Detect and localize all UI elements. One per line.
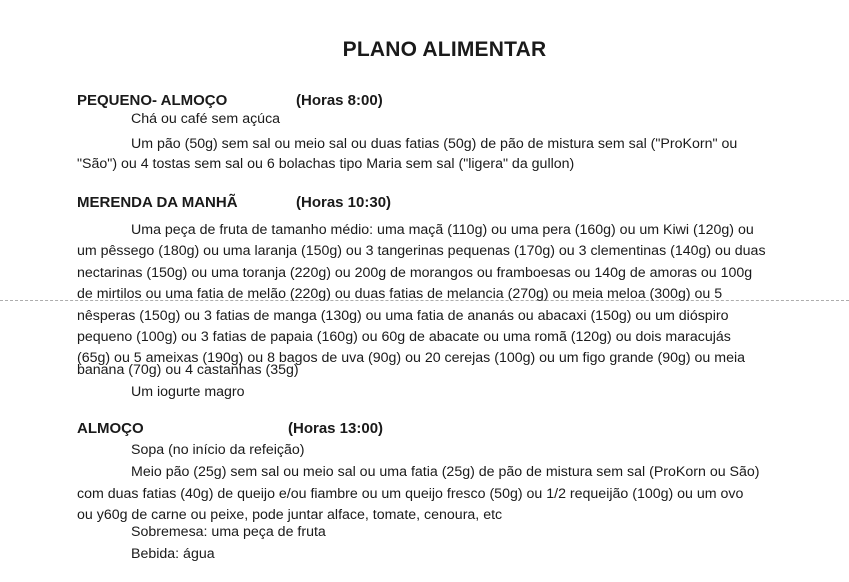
breakfast-line-3: "São") ou 4 tostas sem sal ou 6 bolachas tipo Maria sem sal ("ligera" da gullon): [77, 156, 575, 172]
snack-line-3: nectarinas (150g) ou uma toranja (220g) ou 200g de morangos ou framboesas ou 140g de amoras ou 100g: [77, 265, 753, 281]
scan-fold-line: [0, 300, 849, 301]
snack-line-8: banana (70g) ou 4 castanhas (35g): [77, 362, 299, 378]
section-heading-lunch: ALMOÇO: [77, 420, 144, 437]
snack-line-4: de mirtilos ou uma fatia de melão (220g) ou duas fatias de melancia (270g) ou meia meloa (300g) ou 5: [77, 286, 723, 302]
lunch-line-2: Meio pão (25g) sem sal ou meio sal ou uma fatia (25g) de pão de mistura sem sal (ProKorn ou São): [131, 464, 760, 480]
section-heading-breakfast: PEQUENO- ALMOÇO: [77, 92, 228, 109]
lunch-line-6: Bebida: água: [131, 546, 215, 562]
lunch-line-4: ou y60g de carne ou peixe, pode juntar alface, tomate, cenoura, etc: [77, 507, 503, 523]
lunch-line-1: Sopa (no início da refeição): [131, 442, 305, 458]
breakfast-line-1: Chá ou café sem açúca: [131, 111, 281, 127]
snack-line-5: nêsperas (150g) ou 3 fatias de manga (130g) ou uma fatia de ananás ou abacaxi (150g) ou um dióspiro: [77, 308, 729, 324]
section-hours-lunch: (Horas 13:00): [288, 420, 384, 437]
lunch-line-5: Sobremesa: uma peça de fruta: [131, 524, 326, 540]
breakfast-line-2: Um pão (50g) sem sal ou meio sal ou duas fatias (50g) de pão de mistura sem sal ("ProKorn" ou: [131, 136, 738, 152]
snack-line-7: (65g) ou 5 ameixas (190g) ou 8 bagos de uva (90g) ou 20 cerejas (100g) ou um figo grande (90g) ou meia: [77, 350, 746, 366]
lunch-line-3: com duas fatias (40g) de queijo e/ou fiambre ou um queijo fresco (50g) ou 1/2 requeijão (100g) ou um ovo: [77, 486, 744, 502]
section-hours-morning-snack: (Horas 10:30): [296, 194, 392, 211]
section-hours-breakfast: (Horas 8:00): [296, 92, 383, 109]
section-heading-morning-snack: MERENDA DA MANHÃ: [77, 194, 238, 211]
document-title: PLANO ALIMENTAR: [342, 38, 547, 61]
snack-line-9: Um iogurte magro: [131, 384, 245, 400]
snack-line-2: um pêssego (180g) ou uma laranja (150g) ou 3 tangerinas pequenas (170g) ou 3 clementinas (140g) ou duas: [77, 243, 766, 259]
snack-line-6: pequeno (100g) ou 3 fatias de papaia (160g) ou 60g de abacate ou uma romã (120g) ou dois maracujás: [77, 329, 731, 345]
snack-line-1: Uma peça de fruta de tamanho médio: uma maçã (110g) ou uma pera (160g) ou um Kiwi (120g) ou: [131, 222, 754, 238]
